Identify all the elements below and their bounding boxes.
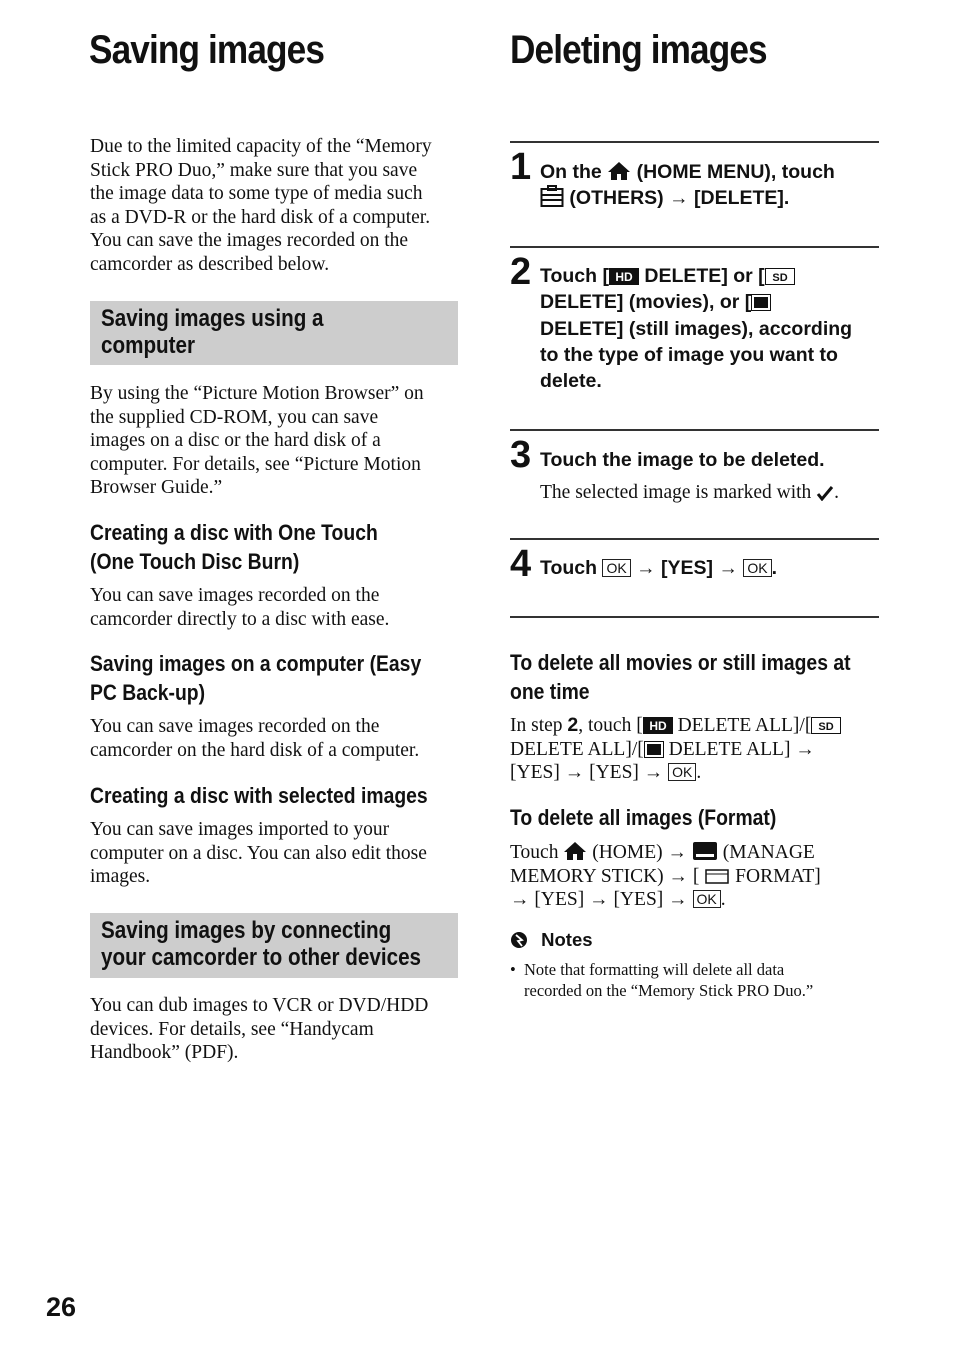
computer-paragraph: By using the “Picture Motion Browser” on the supplied CD-ROM, you can save images on a disc or the hard disk of a computer. For details, see “Picture Motion Browser Guide.”: [90, 383, 424, 499]
other-devices-paragraph: You can dub images to VCR or DVD/HDD devices. For details, see “Handycam Handbook” (PDF).: [90, 995, 429, 1064]
notes-list: • Note that formatting will delete all data recorded on the “Memory Stick PRO Duo.”: [510, 960, 814, 1000]
step-3-note: The selected image is marked with .: [540, 482, 840, 503]
ok-button-icon: OK: [602, 559, 630, 577]
easy-pc-paragraph: You can save images recorded on the camcorder on the hard disk of a computer.: [90, 716, 420, 761]
ok-button-icon: OK: [693, 890, 721, 908]
svg-text:SD: SD: [772, 272, 788, 284]
memory-stick-icon: [692, 841, 718, 861]
ok-button-icon: OK: [668, 763, 696, 781]
sd-movie-icon: [765, 268, 795, 285]
arrow-icon: →: [795, 738, 815, 760]
step-number: 2: [510, 251, 532, 293]
one-touch-paragraph: You can save images recorded on the camcorder directly to a disc with ease.: [90, 585, 390, 630]
notes-icon: [510, 931, 530, 949]
page-number: 26: [46, 1292, 77, 1322]
step-4-text: Touch OK → [YES] → OK .: [540, 557, 778, 579]
arrow-icon: →: [718, 557, 738, 579]
step-1-text: On the (HOME MENU), touch (OTHERS) → [DELETE].: [540, 161, 835, 210]
divider: [510, 246, 879, 248]
subheading-format: To delete all images (Format): [510, 805, 777, 830]
divider: [510, 616, 879, 618]
selected-images-paragraph: You can save images imported to your computer on a disc. You can also edit those images.: [90, 819, 427, 888]
checkmark-icon: [816, 485, 834, 501]
divider: [510, 538, 879, 540]
arrow-icon: →: [510, 889, 530, 911]
svg-text:SD: SD: [818, 721, 834, 733]
note-item: • Note that formatting will delete all data: [510, 960, 785, 979]
hdd-hd-icon: [609, 268, 639, 285]
arrow-icon: →: [668, 889, 688, 911]
intro-paragraph: Due to the limited capacity of the “Memory Stick PRO Duo,” make sure that you save the image data to some type of media such as a DVD-R or the hard disk of a computer. You can save the images recorded on the camcorder as described below.: [90, 136, 432, 275]
step-number: 4: [510, 543, 532, 585]
subheading-selected-images: Creating a disc with selected images: [90, 783, 428, 808]
page-title-saving: Saving images: [89, 28, 325, 72]
notes-heading: Notes: [510, 929, 593, 951]
hdd-hd-icon: [643, 717, 673, 734]
subheading-easy-pc: Saving images on a computer (Easy PC Back-up): [90, 651, 422, 705]
arrow-icon: →: [643, 762, 664, 784]
section-heading-other-devices: Saving images by connecting your camcorder to other devices: [90, 913, 458, 978]
step-number: 3: [510, 434, 532, 476]
svg-text:HD: HD: [649, 719, 667, 733]
subheading-delete-all: To delete all movies or still images at one time: [510, 650, 851, 704]
page-title-deleting: Deleting images: [510, 28, 767, 72]
step-number: 1: [510, 146, 532, 188]
format-paragraph: Touch (HOME) → (MANAGE MEMORY STICK) → [ FORMAT] → [YES] → [YES] → OK .: [510, 842, 821, 911]
sd-movie-icon: [811, 717, 841, 734]
format-icon: [704, 867, 730, 885]
still-image-icon: [644, 741, 664, 758]
home-icon: [607, 161, 631, 181]
home-icon: [563, 841, 587, 861]
arrow-icon: →: [589, 889, 609, 911]
step-2-text: Touch [ HD DELETE] or [ SD DELETE] (movies), or [ DELETE] (still images), according to the type of image you want to delete.: [540, 265, 853, 393]
arrow-icon: →: [636, 557, 656, 579]
divider: [510, 429, 879, 431]
others-toolbox-icon: [540, 185, 564, 207]
arrow-icon: →: [564, 762, 585, 784]
delete-all-paragraph: In step 2, touch [ HD DELETE ALL]/[ SD DELETE ALL]/[ DELETE ALL] → [YES] → [YES] → OK .: [510, 714, 841, 785]
divider: [510, 141, 879, 143]
still-image-icon: [751, 294, 771, 311]
step-3-text: Touch the image to be deleted.: [540, 449, 825, 471]
svg-text:HD: HD: [615, 270, 633, 284]
subheading-one-touch: Creating a disc with One Touch (One Touch Disc Burn): [90, 520, 378, 574]
section-heading-computer: Saving images using a computer: [90, 301, 458, 365]
arrow-icon: →: [669, 187, 689, 210]
arrow-icon: →: [668, 865, 689, 887]
ok-button-icon: OK: [743, 559, 771, 577]
arrow-icon: →: [667, 842, 687, 863]
